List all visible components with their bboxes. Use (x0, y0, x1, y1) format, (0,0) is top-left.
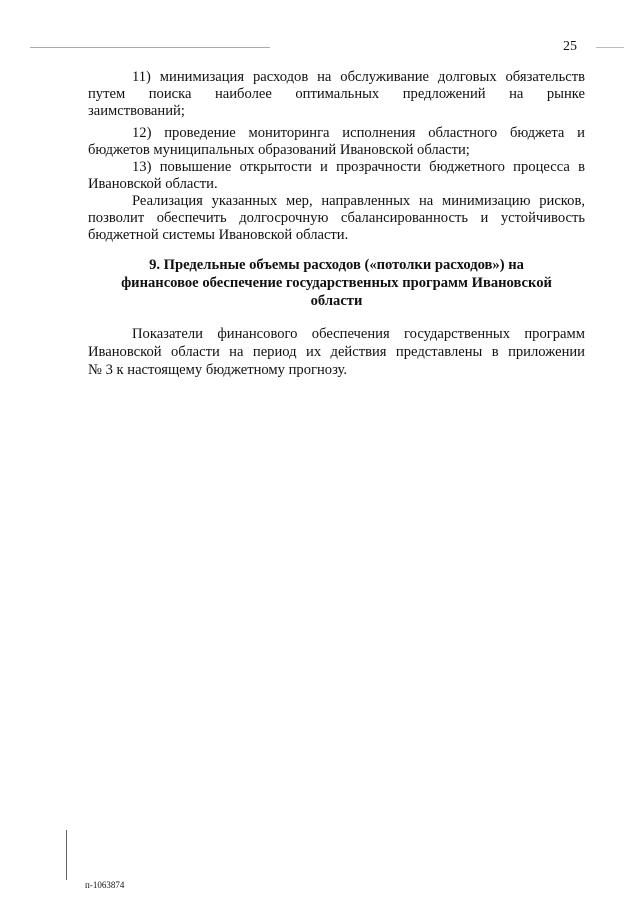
text-line: бюджетной системы Ивановской области. (88, 227, 349, 243)
text-line: № 3 к настоящему бюджетному прогнозу. (88, 362, 348, 378)
section-heading: 9. Предельные объемы расходов («потолки расходов») на (149, 257, 524, 273)
text-line: Реализация указанных мер, направленных на минимизацию рисков, (132, 193, 585, 209)
text-line: путем поиска наиболее оптимальных предложений на рынке (88, 86, 585, 102)
text-line: 12) проведение мониторинга исполнения областного бюджета и (132, 125, 585, 141)
section-heading: финансовое обеспечение государственных программ Ивановской (121, 275, 552, 291)
scan-artifact (30, 47, 270, 48)
text-line: позволит обеспечить долгосрочную сбалансированность и устойчивость (88, 210, 585, 226)
scan-artifact (596, 47, 624, 48)
text-line: заимствований; (88, 103, 185, 119)
text-line: Ивановской области на период их действия представлены в приложении (88, 344, 585, 360)
text-line: Ивановской области. (88, 176, 218, 192)
footer-code: п-1063874 (85, 880, 125, 890)
section-heading: области (310, 293, 363, 309)
text-line: бюджетов муниципальных образований Ивановской области; (88, 142, 470, 158)
page-number: 25 (563, 39, 577, 54)
text-line: 13) повышение открытости и прозрачности бюджетного процесса в (132, 159, 585, 175)
scan-artifact (66, 830, 67, 880)
text-line: 11) минимизация расходов на обслуживание долговых обязательств (132, 69, 585, 85)
text-line: Показатели финансового обеспечения государственных программ (132, 326, 585, 342)
